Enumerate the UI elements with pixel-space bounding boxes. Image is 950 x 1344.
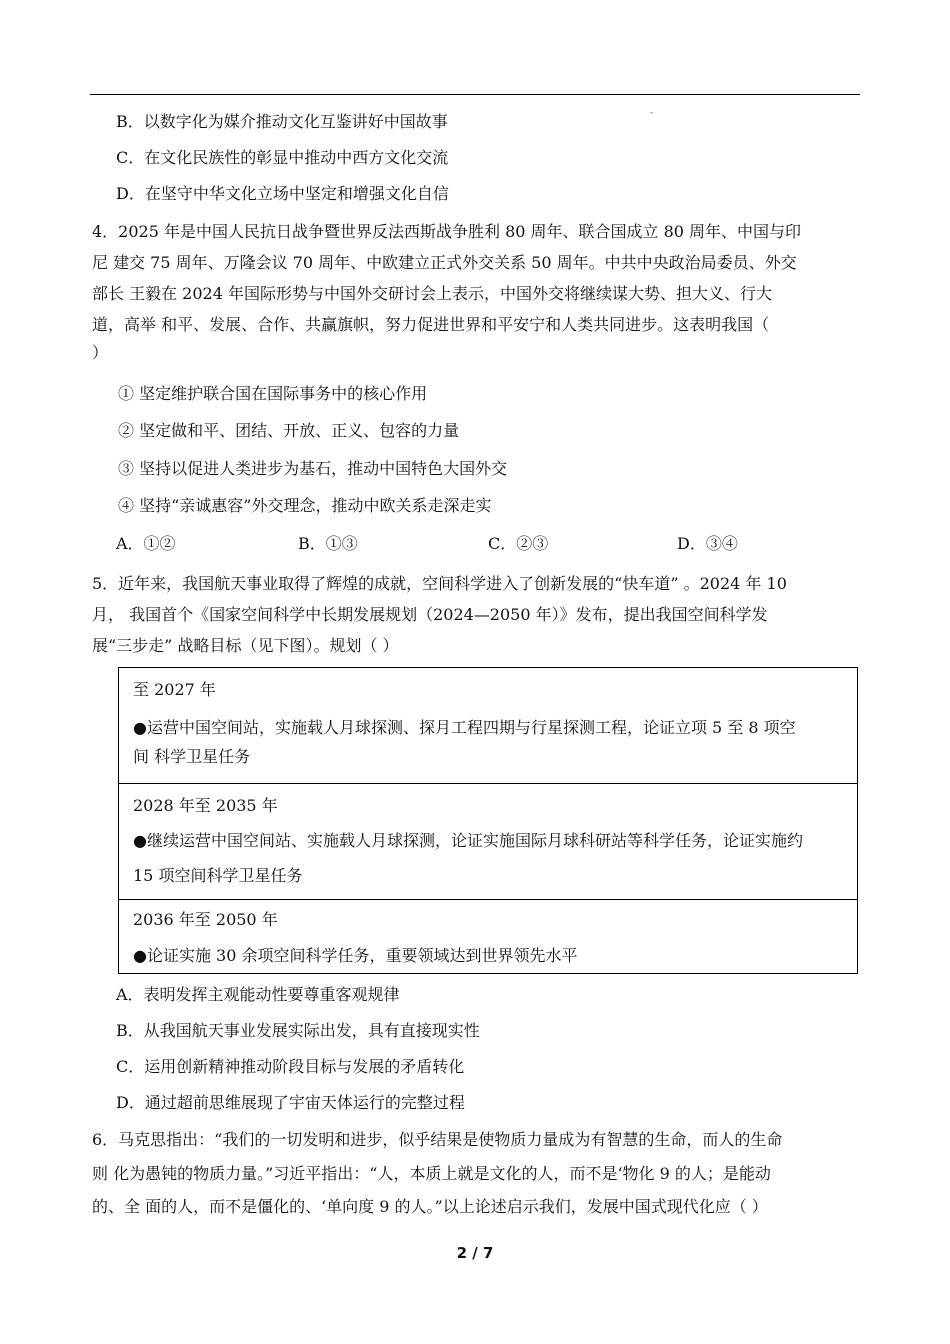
plan-row	[119, 784, 857, 900]
q5-stem-line: 月， 我国首个《国家空间科学中长期发展规划（2024—2050 年）》发布，提出我国空间科学发	[92, 605, 768, 624]
plan-content: ●运营中国空间站，实施载人月球探测、探月工程四期与行星探测工程，论证立项 5 至 8 项空	[133, 718, 796, 737]
q4-stem-line: ）	[92, 343, 109, 362]
plan-period: 至 2027 年	[133, 680, 216, 699]
page-number: 2 / 7	[456, 1244, 494, 1262]
plan-period: 2036 年至 2050 年	[133, 910, 278, 929]
q5-option-c: C．运用创新精神推动阶段目标与发展的矛盾转化	[116, 1057, 465, 1076]
q4-stem-line: 部长 王毅在 2024 年国际形势与中国外交研讨会上表示，中国外交将继续谋大势、担大义、行大	[92, 284, 772, 303]
q4-stem-line: 道，高举 和平、发展、合作、共赢旗帜，努力促进世界和平安宁和人类共同进步。这表明我国（	[92, 315, 770, 334]
stray-mark: -	[650, 108, 654, 118]
q4-statement-2: ② 坚定做和平、团结、开放、正义、包容的力量	[118, 421, 460, 440]
q4-choice-a: A．①②	[116, 534, 176, 553]
q3-option-c: C．在文化民族性的彰显中推动中西方文化交流	[116, 148, 449, 167]
q6-stem-line: 的、全 面的人，而不是僵化的、‘单向度 9 的人。”以上论述启示我们，发展中国式现代化应（ ）	[92, 1197, 768, 1216]
q4-choice-b: B．①③	[298, 534, 358, 553]
plan-content: 间 科学卫星任务	[133, 747, 251, 766]
q5-stem-line: 5．近年来，我国航天事业取得了辉煌的成就，空间科学进入了创新发展的“快车道” 。2024 年 10	[92, 574, 787, 593]
q4-stem-line: 4．2025 年是中国人民抗日战争暨世界反法西斯战争胜利 80 周年、联合国成立 80 周年、中国与印	[92, 222, 802, 241]
q6-stem-line: 则 化为愚钝的物质力量。”习近平指出：“人，本质上就是文化的人，而不是‘物化 9 的人；是能动	[92, 1164, 771, 1183]
plan-table	[118, 667, 858, 974]
q3-option-d: D．在坚守中华文化立场中坚定和增强文化自信	[116, 184, 449, 203]
plan-content: ●论证实施 30 余项空间科学任务，重要领域达到世界领先水平	[133, 946, 578, 965]
q4-choice-d: D．③④	[677, 534, 738, 553]
q4-statement-1: ① 坚定维护联合国在国际事务中的核心作用	[118, 384, 428, 403]
header-rule	[90, 94, 860, 95]
q5-option-b: B．从我国航天事业发展实际出发，具有直接现实性	[116, 1021, 480, 1040]
plan-period: 2028 年至 2035 年	[133, 796, 278, 815]
q5-stem-line: 展“三步走” 战略目标（见下图）。规划（ ）	[92, 636, 399, 655]
plan-row	[119, 668, 857, 784]
plan-content: 15 项空间科学卫星任务	[133, 866, 303, 885]
plan-row	[119, 900, 857, 975]
q4-choice-c: C．②③	[488, 534, 549, 553]
q5-option-a: A．表明发挥主观能动性要尊重客观规律	[116, 985, 400, 1004]
q4-stem-line: 尼 建交 75 周年、万隆会议 70 周年、中欧建立正式外交关系 50 周年。中共中央政治局委员、外交	[92, 253, 797, 272]
q3-option-b: B．以数字化为媒介推动文化互鉴讲好中国故事	[116, 112, 448, 131]
q4-statement-3: ③ 坚持以促进人类进步为基石，推动中国特色大国外交	[118, 459, 508, 478]
q4-statement-4: ④ 坚持“亲诚惠容”外交理念，推动中欧关系走深走实	[118, 496, 492, 515]
q5-option-d: D．通过超前思维展现了宇宙天体运行的完整过程	[116, 1093, 465, 1112]
q6-stem-line: 6．马克思指出：“我们的一切发明和进步，似乎结果是使物质力量成为有智慧的生命，而人的生命	[92, 1130, 783, 1149]
plan-content: ●继续运营中国空间站、实施载人月球探测，论证实施国际月球科研站等科学任务，论证实施约	[133, 831, 803, 850]
